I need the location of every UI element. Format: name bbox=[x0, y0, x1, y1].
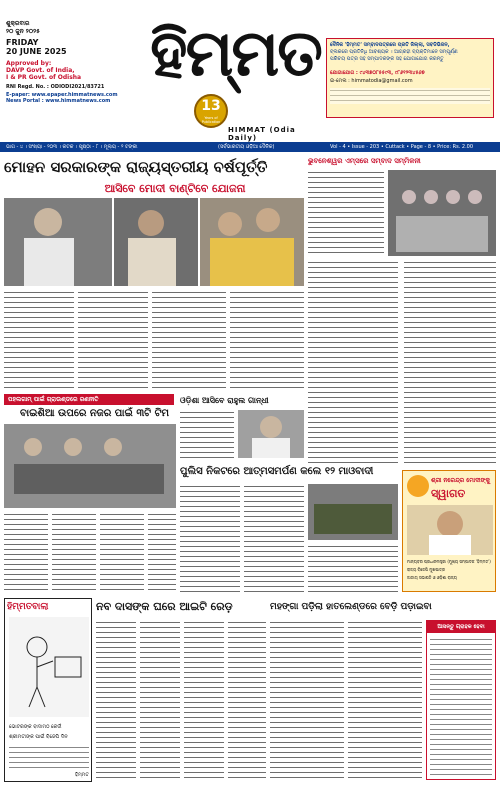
story2-headline: ବାଇଶିଆ ଉପରେ ନଜର ପାଇଁ ୩ଟି ଟିମ bbox=[20, 408, 170, 419]
masthead-left bbox=[6, 20, 126, 104]
subscribe-box bbox=[426, 620, 496, 780]
welcome-ad bbox=[402, 470, 496, 592]
lead-headline: ମୋହନ ସରକାରଙ୍କ ରାଜ୍ୟସ୍ତରୀୟ ବର୍ଷପୂର୍ତ୍ତି bbox=[4, 158, 268, 176]
story6-headline: ମହଙ୍ଗା ପଡ଼ିଲା ହାତଲେଣ୍ଡରେ ବେଡ଼ି ପଡ଼ାଇବା bbox=[270, 602, 432, 612]
lead-column-1 bbox=[4, 290, 74, 390]
story5-column-2 bbox=[140, 620, 180, 780]
right-top-column-3 bbox=[404, 260, 496, 466]
story3-photo bbox=[238, 410, 304, 458]
welcome-ad-welcome: ସ୍ୱାଗତ bbox=[431, 487, 466, 500]
story2-photo bbox=[4, 424, 176, 508]
cartoon-sketch bbox=[9, 617, 89, 717]
story5-column-1 bbox=[96, 620, 136, 780]
cartoon-caption-3: ହିମ୍ମତ bbox=[75, 772, 89, 778]
recruit-ad-line-2: ବ୍ଲକରେ ପ୍ରତିନିଧି ଆବଶ୍ୟକ । ଆଗ୍ରହୀ ବ୍ୟକ୍ତିମାନେ ସମ୍ପୂର୍ଣ୍ଣ bbox=[330, 49, 458, 55]
story4-photo bbox=[308, 484, 398, 540]
story3-column-1 bbox=[180, 410, 234, 458]
right-top-photo bbox=[388, 170, 496, 256]
rni-number: RNI Regd. No. : ODIODI2021/83721 bbox=[6, 84, 105, 90]
recruit-ad-email: ଇ-ମେଲ : himmatodia@gmail.com bbox=[330, 78, 413, 84]
story2-column-4 bbox=[148, 512, 176, 592]
lead-photo-modi bbox=[4, 198, 112, 286]
welcome-ad-caption-3: ଜାତୀୟ ସଭାପତି ଓ ଓଡ଼ିଶା ରାଜ୍ୟ bbox=[407, 575, 457, 580]
info-mid: (ସର୍ବଭାରତୀୟ ଓଡ଼ିଆ ଦୈନିକ) bbox=[218, 144, 275, 150]
logo-text: ହିମ୍ମତ bbox=[150, 16, 321, 91]
lead-column-4 bbox=[230, 290, 304, 390]
info-bar bbox=[0, 142, 500, 152]
recruit-ad-title: ଦୈନିକ 'ହିମ୍ମତ' ସମ୍ବାଦପତ୍ରରେ ପ୍ରତି ଜିଲ୍ଲା, ସବଡିଭିଜନ, bbox=[330, 42, 450, 48]
story5-column-3 bbox=[184, 620, 224, 780]
story5-column-4 bbox=[228, 620, 266, 780]
story5-headline: ନବ ଦାସଙ୍କ ଘରେ ଆଇଟି ରେଡ଼ bbox=[96, 600, 233, 613]
info-right: Vol - 4 • Issue - 203 • Cuttack • Page - 8 • Price: Rs. 2.00 bbox=[330, 144, 474, 150]
cartoon-title: ହିମ୍ମତବାଲା bbox=[7, 602, 49, 612]
logo bbox=[148, 8, 323, 143]
welcome-ad-caption-1: ମାନ୍ୟବର ପ୍ରଧାନମନ୍ତ୍ରୀ (ମୁଖ୍ୟ ସମ୍ପାଦକ 'ହିମ୍ମତ') bbox=[407, 559, 491, 564]
portal-link[interactable]: News Portal : www.himmatnews.com bbox=[6, 98, 111, 104]
recruit-ad-line-3: ପରିଚୟ ପତ୍ର ସହ ସମ୍ପାଦକଙ୍କ ସହ ଯୋଗାଯୋଗ କରନ୍ତୁ bbox=[330, 56, 444, 62]
welcome-ad-caption-2: ରାଜ୍ୟ ବିଜେପି ମୁଖପାତ୍ର bbox=[407, 567, 446, 572]
story6-column-2 bbox=[348, 620, 422, 780]
recruit-ad-contact: ଯୋଗାଯୋଗ : ୯୪୩୭୦୮୫୫୯୩, ୯୮୬୧୨୩୪୫୬୭ bbox=[330, 70, 425, 76]
story3-headline: ଓଡ଼ିଶା ଆସିବେ ରାହୁଲ ଗାନ୍ଧୀ bbox=[180, 396, 269, 405]
right-top-headline: ଭୁବନେଶ୍ୱର ଏମ୍ସରେ ସମ୍ବାଦ ସମ୍ମିଳନୀ bbox=[308, 157, 421, 165]
logo-subtitle: HIMMAT (Odia Daily) bbox=[228, 126, 296, 142]
info-left: ଭାଗ - ୪ । ସଂଖ୍ୟା - ୨୦୩ । କଟକ । ପୃଷ୍ଠା - ୮ । ମୂଲ୍ୟ - ୨ ଟଙ୍କା bbox=[6, 144, 138, 150]
lead-photo-cm bbox=[114, 198, 198, 286]
approved-label: Approved by: bbox=[6, 60, 52, 67]
right-top-column-2 bbox=[308, 260, 398, 466]
years-badge bbox=[194, 94, 228, 128]
epaper-link[interactable]: E-paper: www.epaper.himmatnews.com bbox=[6, 92, 118, 98]
cartoon-caption-2: ଶ୍ରୀମତୀଙ୍କ ପାଇଁ ବିଜେପି ଦିନ bbox=[9, 734, 68, 740]
story2-kicker: ପହଲଗାମ୍ ପାଇଁ ଗ୍ରାଉଣ୍ଡରେ ରଣନୀତି bbox=[4, 394, 174, 405]
story2-column-1 bbox=[4, 512, 48, 592]
cartoon-box bbox=[4, 598, 92, 782]
lead-subhead: ଆସିବେ ମୋଦୀ ବାଣ୍ଟିବେ ଯୋଜନା bbox=[104, 182, 246, 195]
right-top-column-1 bbox=[308, 170, 384, 256]
cartoon-caption-1: ଭୋଟରଙ୍କ ବାଦାମଠ କେଉଁ bbox=[9, 724, 62, 730]
recruit-ad bbox=[326, 38, 494, 118]
story2-column-2 bbox=[52, 512, 96, 592]
approved-line-1: DAVP Govt. of India, bbox=[6, 67, 75, 74]
date-local: ଶୁକ୍ରବାର bbox=[6, 20, 30, 27]
day-label: FRIDAY bbox=[6, 38, 39, 47]
subscribe-title: ଆସନ୍ତୁ ଗ୍ରାହକ ହେବା bbox=[427, 621, 495, 633]
welcome-ad-photo bbox=[407, 505, 493, 555]
lead-column-3 bbox=[152, 290, 226, 390]
date-local-2: ୨୦ ଜୁନ ୨୦୨୫ bbox=[6, 28, 40, 35]
story6-column-1 bbox=[270, 620, 344, 780]
welcome-ad-title: ଶ୍ରୀ ନରେନ୍ଦ୍ର ମୋଦୀଙ୍କୁ bbox=[431, 477, 490, 484]
approved-line-2: I & PR Govt. of Odisha bbox=[6, 74, 82, 81]
story4-column-2 bbox=[244, 484, 304, 592]
story4-headline: ପୁଲିସ ନିକଟରେ ଆତ୍ମସମର୍ପଣ କଲେ ୧୨ ମାଓବାଦୀ bbox=[180, 466, 374, 477]
years-text: Years of Publication bbox=[201, 116, 221, 124]
story2-column-3 bbox=[100, 512, 144, 592]
story4-column-3 bbox=[308, 544, 398, 592]
masthead bbox=[0, 0, 500, 158]
date-label: 20 JUNE 2025 bbox=[6, 47, 67, 56]
lead-photo-ceremony bbox=[200, 198, 304, 286]
cartoon-drawing bbox=[9, 617, 89, 717]
story4-column-1 bbox=[180, 484, 240, 592]
lead-column-2 bbox=[78, 290, 148, 390]
years-number: 13 bbox=[201, 98, 221, 114]
